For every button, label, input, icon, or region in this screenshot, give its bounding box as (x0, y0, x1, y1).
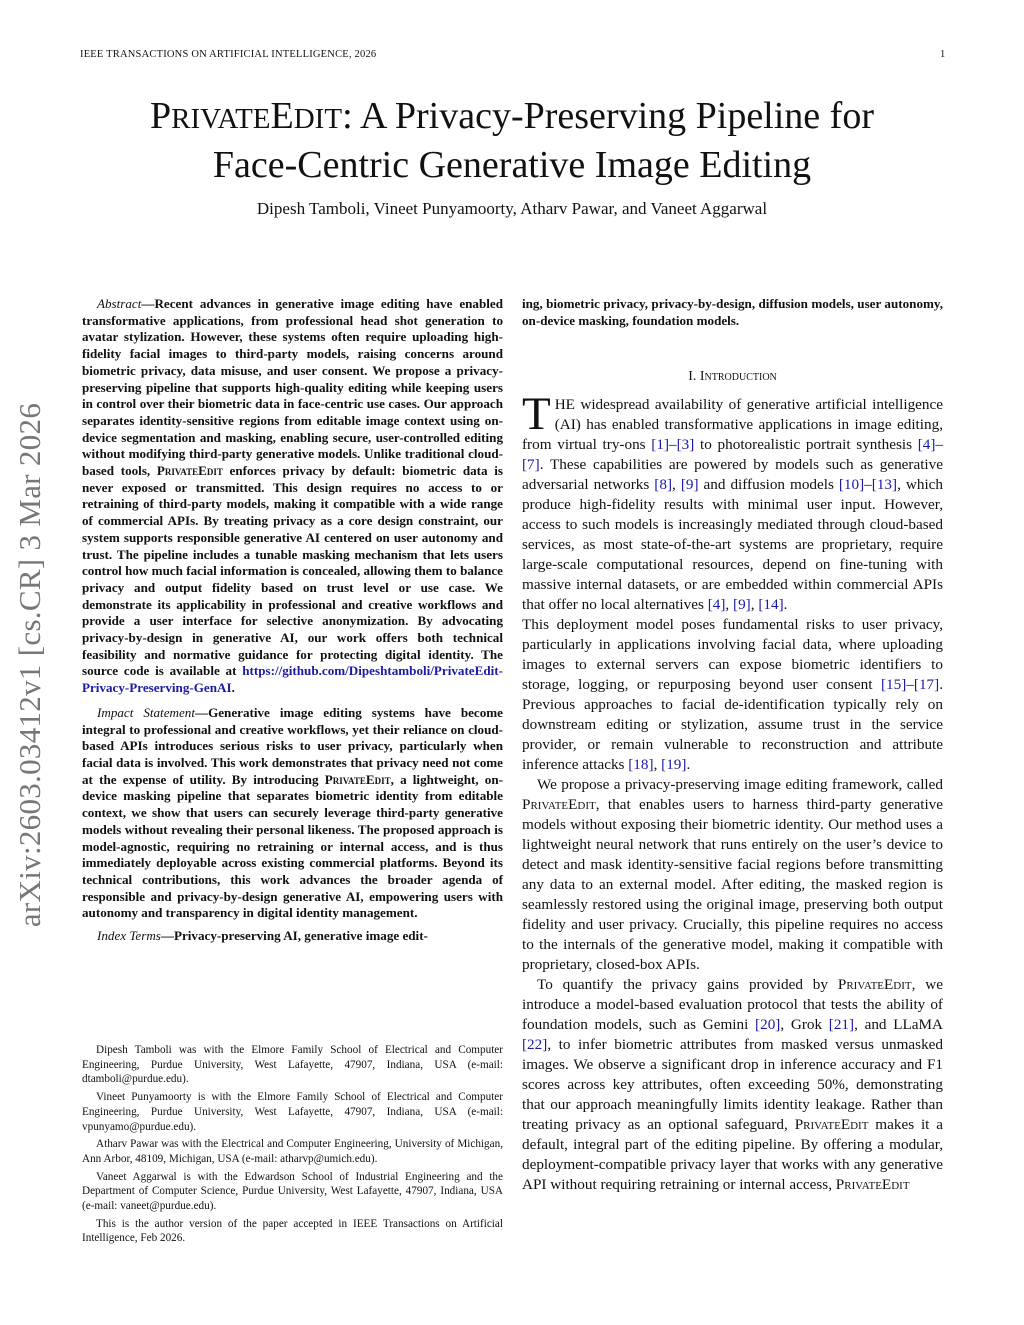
citation-link[interactable]: [4] (917, 436, 936, 454)
footnotes (82, 1043, 503, 1249)
abstract: Abstract—Recent advances in generative image editing have enabled transformative applications, from professional head shot generation to avatar stylization. However, these systems often require uploading high-fidelity facial images to third-party models, raising concerns around biometric privacy, data misuse, and user consent. We propose a privacy-preserving pipeline that supports high-quality editing while keeping users in control over their biometric data in face-centric use cases. Our approach separates identity-sensitive regions from editable image context using on-device segmentation and masking, enabling secure, user-controlled editing without modifying third-party generative models. Unlike traditional cloud-based tools, PrivateEdit enforces privacy by default: biometric data is never exposed or transmitted. This design requires no access to or retraining of third-party models, making it compatible with a wide range of commercial APIs. By treating privacy as a core design constraint, our system supports responsible generative AI centered on user autonomy and trust. The pipeline includes a tunable masking mechanism that lets users control how much facial information is concealed, allowing them to balance privacy and output fidelity based on trust level or use case. We demonstrate its applicability in professional and creative workflows and provide a user interface for selective anonymization. By advocating privacy-by-design in generative AI, our work offers both technical feasibility and normative guidance for protecting digital identity. The source code is available at https://github.com/Dipeshtamboli/PrivateEdit-Privacy-Preserving-GenAI. (82, 296, 503, 696)
citation-link[interactable]: [8] (654, 476, 673, 494)
text: , (672, 476, 681, 494)
abstract-text-2: enforces privacy by default: biometric data is never exposed or transmitted. This design requires no access to or retraining of third-party models, making it compatible with a wide range of commercial APIs. By treating privacy as a core design constraint, our system supports responsible generative AI centered on user autonomy and trust. The pipeline includes a tunable masking mechanism that lets users control how much facial information is concealed, allowing them to balance privacy and output fidelity based on trust level or use case. We demonstrate its applicability in professional and creative workflows and provide a user interface for selective anonymization. By advocating privacy-by-design in generative AI, our work offers both technical feasibility and normative guidance for protecting digital identity. The source code is available at (82, 463, 503, 679)
intro-paragraph-4 (522, 975, 943, 1195)
citation-link[interactable]: [15] (880, 676, 907, 694)
title-name-rest-1: RIVATE (171, 103, 271, 135)
citation-link[interactable]: [14] (758, 596, 784, 614)
index-terms-label: Index Terms (97, 928, 161, 944)
source-code-link[interactable]: https://github.com/Dipeshtamboli/PrivateEdit-Privacy-Preserving-GenAI (82, 663, 503, 696)
text: , which produce high-fidelity results with minimal user input. However, access to such models is increasingly mediated through cloud-based services, as most state-of-the-art systems are proprietary, require large-scale computational resources, depend on fine-tuning with massive internal datasets, or are embedded within commercial APIs that offer no local alternatives (522, 476, 944, 614)
text: . These capabilities are powered by models such as generative adversarial networks (522, 456, 943, 494)
text: makes it a default, integral part of the editing pipeline. By offering a modular, deployment-compatible privacy layer that works with any generative API without requiring retraining or internal access, (522, 1116, 944, 1194)
footnote: This is the author version of the paper accepted in IEEE Transactions on Artificial Intelligence, Feb 2026. (82, 1217, 503, 1245)
text: , (725, 596, 734, 614)
drop-cap: T (522, 388, 551, 441)
citation-link[interactable]: [10] (838, 476, 865, 494)
text: , (750, 596, 759, 614)
system-name: PrivateEdit (156, 463, 223, 479)
citation-link[interactable]: [7] (522, 456, 540, 474)
text: To quantify the privacy gains provided by (537, 976, 838, 994)
text: and diffusion models (698, 476, 839, 494)
impact-text-1: Generative image editing systems have become integral to professional and creative workflows, yet their reliance on cloud-based APIs introduces serious risks to user privacy, particularly when facial data is involved. This work demonstrates that privacy need not come at the expense of utility. By introducing (82, 704, 503, 787)
arxiv-stamp-text: arXiv:2603.03412v1 [cs.CR] 3 Mar 2026 (12, 402, 47, 928)
text: , Grok (780, 1016, 829, 1034)
intro-paragraph-2 (522, 615, 943, 775)
index-terms-text-left: Privacy-preserving AI, generative image edit- (173, 928, 428, 944)
intro-paragraph-3 (522, 775, 943, 975)
running-head: IEEE TRANSACTIONS ON ARTIFICIAL INTELLIGENCE, 2026 (80, 49, 377, 60)
text: , and LLaMA (854, 1016, 943, 1034)
citation-link[interactable]: [3] (676, 436, 695, 454)
section-number: I. (688, 369, 697, 385)
text: – (935, 436, 943, 454)
paper-title (60, 93, 964, 188)
text: . Previous approaches to facial de-identification typically rely on downstream editing or stylization, assume trust in the service provider, or remain vulnerable to reconstruction and attribute inference attacks (522, 676, 943, 774)
text: . (686, 756, 691, 774)
text: , that enables users to harness third-party generative models without exposing their biometric identity. Our method uses a lightweight neural network that runs entirely on the user’s device to detect and mask identity-sensitive facial regions before transmitting any data to an external model. After editing, the masked region is seamlessly restored using the original image, preserving both output fidelity and user privacy. Crucially, this pipeline requires no access to the internals of the generative model, making it compatible with proprietary, closed-box APIs. (522, 796, 943, 974)
impact-label: Impact Statement (97, 704, 195, 720)
intro-paragraph-1 (522, 388, 944, 615)
citation-link[interactable]: [4] (707, 596, 726, 614)
text: . (783, 596, 788, 614)
title-line2: Face-Centric Generative Image Editing (212, 144, 812, 186)
citation-link[interactable]: [1] (651, 436, 670, 454)
system-name: PrivateEdit (794, 1116, 869, 1134)
citation-link[interactable]: [18] (628, 756, 654, 774)
right-column (522, 296, 943, 1195)
authors: Dipesh Tamboli, Vineet Punyamoorty, Atharv Pawar, and Vaneet Aggarwal (256, 199, 768, 218)
abstract-text-1: Recent advances in generative image editing have enabled transformative applications, from professional head shot generation to avatar stylization. However, these systems often require uploading high-fidelity facial images to third-party models, raising concerns around biometric privacy, data misuse, and user consent. We propose a privacy-preserving pipeline that supports high-quality editing while keeping users in control over their biometric data in face-centric use cases. Our approach separates identity-sensitive regions from editable image context using on-device segmentation and masking, enabling secure, user-controlled editing without modifying third-party generative models. Unlike traditional cloud-based tools, (82, 296, 503, 479)
impact-statement: Impact Statement—Generative image editing systems have become integral to professional and creative workflows, yet their reliance on cloud-based APIs introduces serious risks to user privacy, particularly when facial data is involved. This work demonstrates that privacy need not come at the expense of utility. By introducing PrivateEdit, a lightweight, on-device masking pipeline that separates biometric identity from editable context, we show that users can securely leverage third-party generative models without revealing their personal likeness. The proposed approach is model-agnostic, requiring no retraining or internal access, and is thus immediately deployable across existing commercial platforms. Beyond its technical contributions, this work advances the broader agenda of responsible and privacy-by-design generative AI, empowering users with autonomy and transparency in digital identity management. (82, 704, 503, 921)
text: – (906, 676, 914, 694)
footnote: Atharv Pawar was with the Electrical and Computer Engineering, University of Michigan, Ann Arbor, 48109, Michigan, USA (e-mail: atharvp@umich.edu). (82, 1138, 503, 1165)
footnote: Vaneet Aggarwal is with the Edwardson School of Industrial Engineering and the Department of Computer Science, Purdue University, West Lafayette, 47907, Indiana, USA (e-mail: vaneet@purdue.edu). (82, 1170, 503, 1213)
system-name: PrivateEdit (837, 976, 912, 994)
impact-text-2: , a lightweight, on-device masking pipeline that separates biometric identity from editable context, we show that users can securely leverage third-party generative models without revealing their personal likeness. The proposed approach is model-agnostic, requiring no retraining or internal access, and is thus immediately deployable across existing commercial platforms. Beyond its technical contributions, this work advances the broader agenda of responsible and privacy-by-design generative AI, empowering users with autonomy and transparency in digital identity management. (82, 771, 503, 921)
text: HE widespread availability of generative artificial intelligence (AI) has enabled transformative applications in image editing, from virtual try-ons (522, 396, 943, 454)
text: – (669, 436, 677, 454)
citation-link[interactable]: [20] (755, 1016, 781, 1034)
index-terms: Index Terms—Privacy-preserving AI, generative image edit- (97, 928, 428, 944)
text: We propose a privacy-preserving image editing framework, called (537, 776, 943, 794)
title-line1-rest: : A Privacy-Preserving Pipeline for (342, 95, 874, 137)
citation-link[interactable]: [22] (522, 1036, 548, 1054)
citation-link[interactable]: [9] (680, 476, 699, 494)
text: , we introduce a model-based evaluation protocol that tests the ability of foundation models, such as Gemini (522, 976, 944, 1034)
citation-link[interactable]: [17] (913, 676, 940, 694)
title-name-cap-1: P (150, 95, 172, 137)
text: , (653, 756, 662, 774)
text: , to infer biometric attributes from masked versus unmasked images. We observe a significant drop in inference accuracy and F1 scores across key attributes, often exceeding 50%, demonstrating that our approach meaningfully limits identity leakage. Rather than treating privacy as an optional safeguard, (522, 1036, 943, 1134)
section-title: Introduction (699, 369, 777, 385)
text: to photorealistic portrait synthesis (694, 436, 918, 454)
system-name: PrivateEdit (522, 796, 596, 814)
index-terms-continued: ing, biometric privacy, privacy-by-design, diffusion models, user autonomy, on-device masking, foundation models. (522, 296, 943, 328)
footnote: Vineet Punyamoorty is with the Elmore Family School of Electrical and Computer Engineering, Purdue University, West Lafayette, 47907, Indiana, USA (e-mail: vpunyamo@purdue.edu). (82, 1091, 503, 1133)
text: This deployment model poses fundamental risks to user privacy, particularly in applications involving facial data, where uploading images to external servers can expose biometric identifiers to storage, logging, or repurposing beyond user consent (522, 616, 943, 694)
citation-link[interactable]: [13] (871, 476, 898, 494)
abstract-end: . (231, 680, 235, 696)
footnote: Dipesh Tamboli was with the Elmore Family School of Electrical and Computer Engineering, Purdue University, West Lafayette, 47907, Indiana, USA (e-mail: dtamboli@purdue.edu). (82, 1044, 503, 1086)
abstract-label: Abstract (97, 296, 142, 311)
citation-link[interactable]: [21] (828, 1016, 855, 1034)
citation-link[interactable]: [9] (733, 596, 751, 614)
section-heading-introduction (522, 369, 943, 385)
title-name-rest-2: DIT (293, 103, 343, 135)
citation-link[interactable]: [19] (661, 756, 687, 774)
system-name: PrivateEdit (835, 1176, 910, 1194)
left-column (82, 296, 503, 945)
title-name-cap-2: E (270, 95, 294, 137)
page-number: 1 (940, 49, 946, 60)
text: – (864, 476, 872, 494)
system-name: PrivateEdit (324, 771, 391, 787)
